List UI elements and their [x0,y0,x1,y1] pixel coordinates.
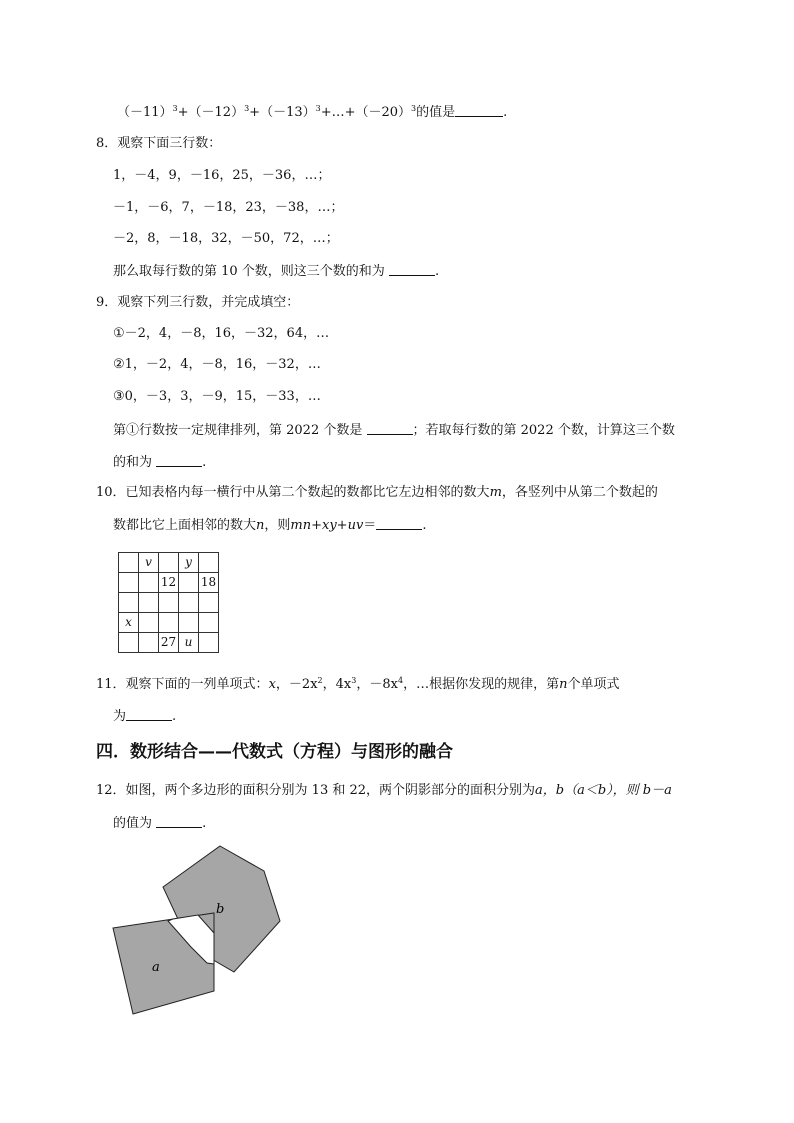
q8-number: 8． [96,136,118,151]
q7-text: 的值是 [416,105,456,120]
grid-row [119,633,219,653]
q10-number: 10． [96,485,126,500]
q10-answer-blank[interactable] [376,517,422,530]
grid-cell: 27 [159,633,179,653]
q12-answer-blank[interactable] [156,815,202,828]
q12-text-1: 如图，两个多边形的面积分别为 13 和 22，两个阴影部分的面积分别为 [125,783,536,798]
q7-term2: +（－12） [177,105,245,120]
q11-answer-blank[interactable] [126,708,172,721]
q8-row3: －2，8，－18，32，－50，72，…； [113,231,339,246]
q9-stem [96,295,299,311]
q8-question [113,263,439,280]
grid-cell [159,613,179,633]
grid-cell [119,593,139,613]
grid-cell [119,633,139,653]
q11-text-3: 个单项式 [567,677,620,692]
grid-cell: y [179,553,199,573]
q9-question-part1: 第①行数按一定规律排列，第 2022 个数是 [113,423,363,438]
q12-polygon-figure [110,843,290,1018]
q11-stem-line2 [113,708,176,725]
q9-question-line2 [113,454,206,471]
grid-cell: v [139,553,159,573]
q9-answer-blank-1[interactable] [367,422,413,435]
q10-number-grid [118,552,219,653]
q11-period: . [172,709,177,724]
q11-term-4: －8x [369,677,398,692]
q8-row2: －1，－6，7，－18，23，－38，…； [113,200,344,215]
grid-cell [179,613,199,633]
q12-period: . [202,816,207,831]
q10-equals: ＝ [363,518,377,533]
q9-row1: ①－2，4，－8，16，－32，64，… [113,326,330,341]
q11-term-1: x [268,677,276,692]
q12-stem-line1 [96,783,672,799]
q7-continuation: $(-11)^3+(-12)^3+(-13)^3+\dots+(-20)^3$的值是 . [117,104,508,120]
q11-number: 11． [96,677,126,692]
q8-question-text: 那么取每行数的第 10 个数，则这三个数的和为 [113,264,385,279]
grid-cell [139,593,159,613]
q9-question-part2: ；若取每行数的第 2022 个数，计算这三个数 [412,423,675,438]
q9-number: 9． [96,295,118,310]
q7-term4: +…+（－20） [320,105,412,120]
q11-text-2: ，…根据你发现的规律，第 [403,677,560,692]
q8-row1: 1，－4，9，－16，25，－36，…； [113,168,331,183]
grid-cell [139,633,159,653]
grid-cell: 12 [159,573,179,593]
q9-text: 观察下列三行数，并完成填空： [117,295,300,310]
q12-number: 12． [96,783,126,798]
section-heading: 四．数形结合——代数式（方程）与图形的融合 [96,742,453,762]
q7-answer-blank[interactable] [455,104,503,117]
grid-cell [199,593,219,613]
q8-text: 观察下面三行数： [117,136,222,151]
q9-question [113,422,675,439]
q10-text-2: ，各竖列中从第二个数起的 [501,485,658,500]
q8-answer-blank[interactable] [389,263,435,276]
q8-period: . [434,264,440,279]
q11-stem-line1: 11．观察下面的一列单项式：x，$-2x^2$，$4x^3$，$-8x^4$，…根据你发现的规律，第n个单项式 [96,676,620,692]
q10-var-m: m [489,485,502,500]
q10-text-3: 数都比它上面相邻的数大 [113,518,257,533]
shape-label-a: a [152,960,160,975]
q10-text-4: ，则 [264,518,291,533]
q9-row3: ③0，－3，3，－9，15，－33，… [113,389,321,404]
q9-row2: ②1，－2，4，－8，16，－32，… [113,357,321,372]
q11-var-n: n [559,677,568,692]
grid-cell [179,593,199,613]
grid-cell [119,553,139,573]
grid-cell [199,553,219,573]
grid-cell: 18 [199,573,219,593]
q12-stem-line2 [113,815,206,832]
q10-text-1: 已知表格内每一横行中从第二个数起的数都比它左边相邻的数大 [125,485,490,500]
grid-row [119,613,219,633]
q10-var-n: n [256,518,265,533]
grid-cell [179,573,199,593]
grid-cell [139,573,159,593]
shape-label-b: b [216,902,225,917]
grid-cell [119,573,139,593]
q11-text-4: 为 [113,709,127,724]
grid-cell [199,613,219,633]
grid-cell: u [179,633,199,653]
q7-period: . [503,105,508,120]
grid-cell [159,553,179,573]
q10-stem-line2 [113,517,426,534]
grid-cell [159,593,179,613]
q7-term1: （－11） [117,105,173,120]
q11-term-2: －2x [288,677,318,692]
grid-cell [139,613,159,633]
q12-text-ab: a，b（a＜b），则 b－a [535,783,672,798]
grid-cell [199,633,219,653]
q10-stem-line1 [96,485,658,501]
grid-row [119,573,219,593]
grid-row [119,553,219,573]
q9-answer-blank-2[interactable] [156,454,202,467]
q7-term3: +（－13） [249,105,316,120]
q10-period: . [422,518,427,533]
q12-text-2: 的值为 [113,816,153,831]
q9-question-part3: 的和为 [113,455,153,470]
q8-stem [96,136,221,152]
q11-text: 观察下面的一列单项式： [125,677,269,692]
q9-period: . [202,455,207,470]
grid-row [119,593,219,613]
q10-expression: mn+xy+uv [290,518,364,533]
grid-cell: x [119,613,139,633]
q11-term-3: 4x [335,677,352,692]
